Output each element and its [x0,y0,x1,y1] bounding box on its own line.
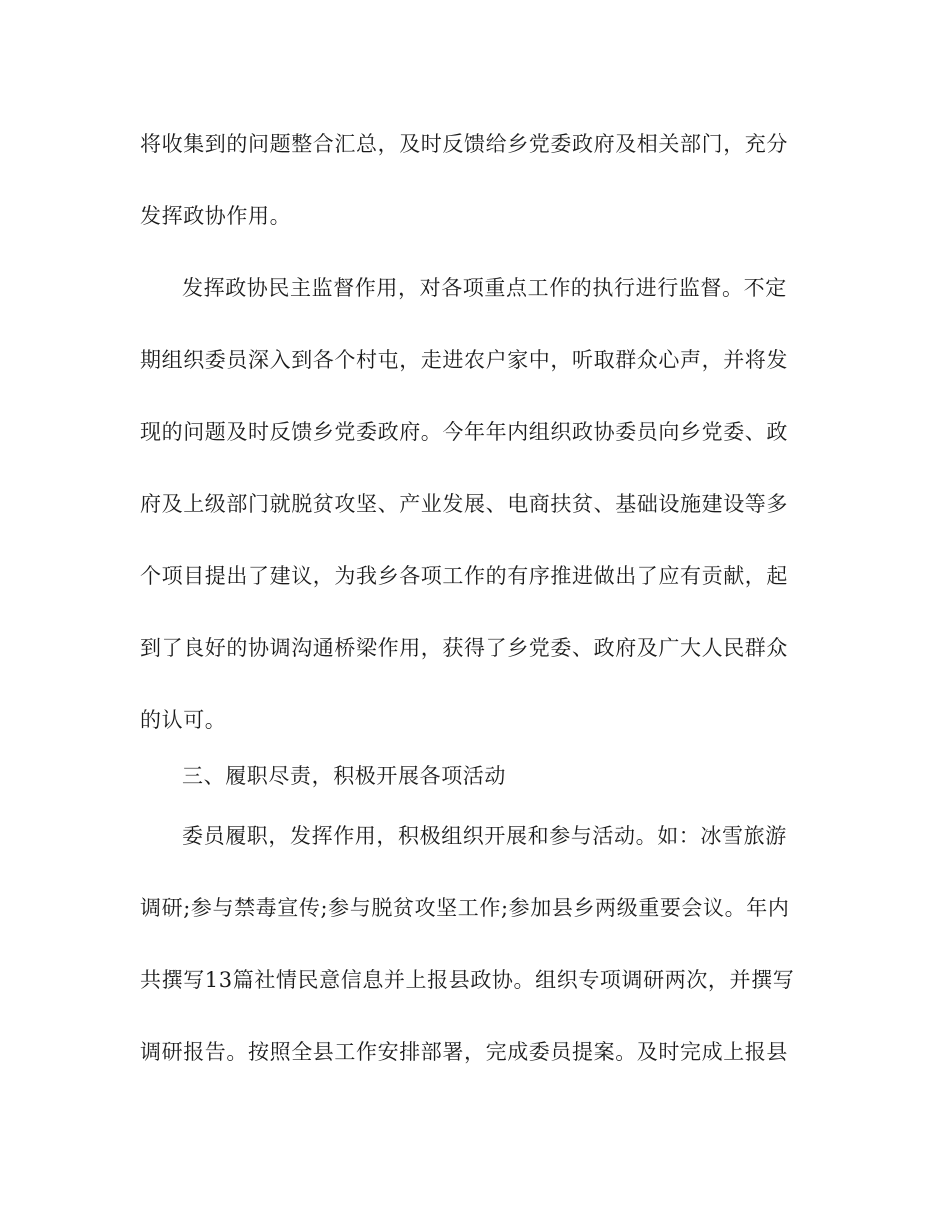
paragraph-start-line: 委员履职，发挥作用，积极组织开展和参与活动。如：冰雪旅游 [182,824,787,848]
paragraph-start-line: 发挥政协民主监督作用，对各项重点工作的执行进行监督。不定 [182,276,787,300]
text-line: 共撰写13篇社情民意信息并上报县政协。组织专项调研两次，并撰写 [140,968,795,992]
section-heading: 三、履职尽责，积极开展各项活动 [182,764,506,788]
text-line: 调研报告。按照全县工作安排部署，完成委员提案。及时完成上报县 [140,1040,788,1064]
text-line: 将收集到的问题整合汇总，及时反馈给乡党委政府及相关部门，充分 [140,132,788,156]
text-line: 的认可。 [140,708,227,732]
text-line: 府及上级部门就脱贫攻坚、产业发展、电商扶贫、基础设施建设等多 [140,492,788,516]
text-line: 调研;参与禁毒宣传;参与脱贫攻坚工作;参加县乡两级重要会议。年内 [140,896,790,920]
text-line: 期组织委员深入到各个村屯，走进农户家中，听取群众心声，并将发 [140,348,788,372]
text-line: 发挥政协作用。 [140,204,292,228]
text-line: 个项目提出了建议，为我乡各项工作的有序推进做出了应有贡献，起 [140,564,788,588]
text-line: 到了良好的协调沟通桥梁作用，获得了乡党委、政府及广大人民群众 [140,636,788,660]
text-line: 现的问题及时反馈乡党委政府。今年年内组织政协委员向乡党委、政 [140,420,788,444]
